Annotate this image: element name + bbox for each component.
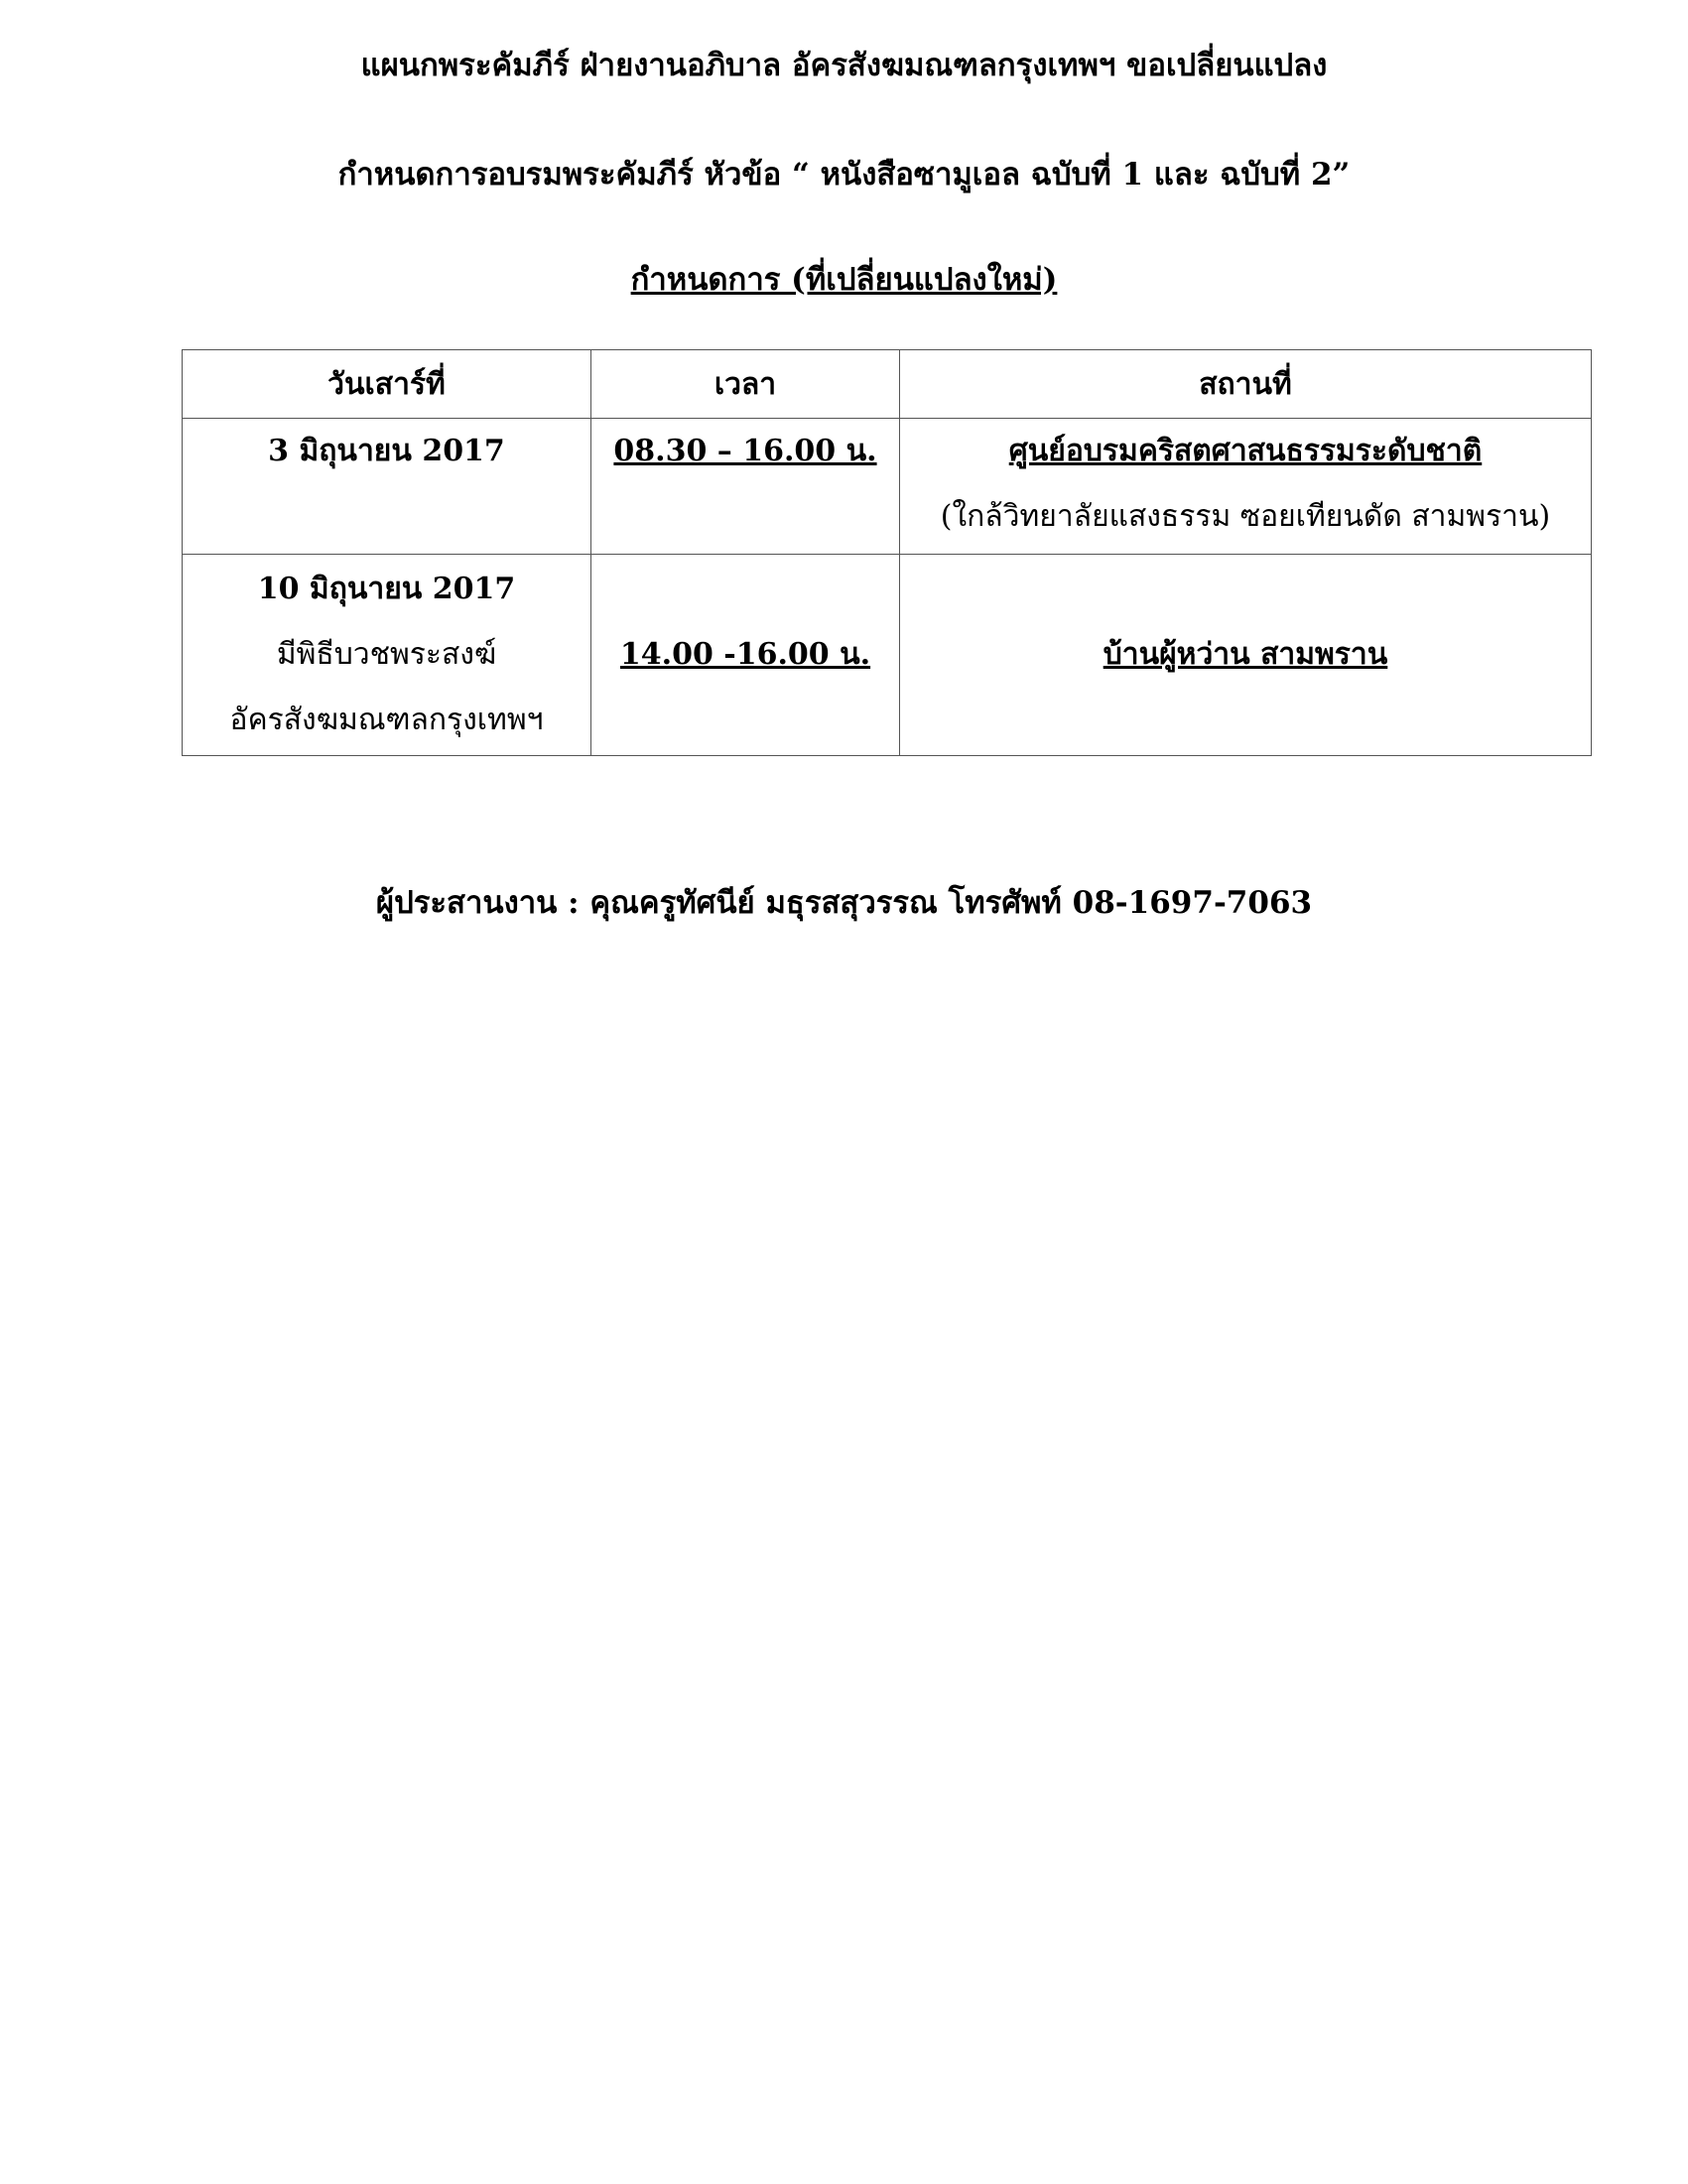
row1-time-cell	[591, 419, 900, 555]
table-row	[183, 555, 1592, 756]
row1-place-note: (ใกล้วิทยาลัยแสงธรรม ซอยเทียนดัด สามพราน)	[940, 499, 1551, 534]
row2-place-cell	[900, 555, 1592, 756]
table-header-row	[183, 350, 1592, 419]
table-row	[183, 419, 1592, 555]
row2-time-cell	[591, 555, 900, 756]
row1-place: ศูนย์อบรมคริสตศาสนธรรมระดับชาติ	[1008, 434, 1483, 468]
row2-date-note-2: อัครสังฆมณฑลกรุงเทพฯ	[229, 703, 544, 737]
row1-date: 3 มิถุนายน 2017	[268, 434, 505, 468]
schedule-heading: กำหนดการ (ที่เปลี่ยนแปลงใหม่)	[630, 262, 1058, 298]
row2-date: 10 มิถุนายน 2017	[257, 572, 516, 606]
row1-place-cell	[900, 419, 1592, 555]
header-date: วันเสาร์ที่	[183, 350, 591, 419]
row1-time: 08.30 – 16.00 น.	[613, 434, 877, 468]
announcement-line-1: แผนกพระคัมภีร์ ฝ่ายงานอภิบาล อัครสังฆมณฑลกรุงเทพฯ ขอเปลี่ยนแปลง	[360, 48, 1328, 83]
announcement-line-2: กำหนดการอบรมพระคัมภีร์ หัวข้อ “ หนังสือซามูเอล ฉบับที่ 1 และ ฉบับที่ 2”	[337, 157, 1351, 193]
row2-place: บ้านผู้หว่าน สามพราน	[1103, 637, 1388, 672]
coordinator-contact: ผู้ประสานงาน : คุณครูทัศนีย์ มธุรสสุวรรณ โทรศัพท์ 08-1697-7063	[375, 885, 1313, 921]
row2-time: 14.00 -16.00 น.	[619, 637, 871, 672]
row2-date-cell	[183, 555, 591, 756]
header-place: สถานที่	[900, 350, 1592, 419]
schedule-table	[182, 349, 1592, 756]
row1-date-cell	[183, 419, 591, 555]
row2-date-note-1: มีพิธีบวชพระสงฆ์	[276, 637, 497, 672]
header-time: เวลา	[591, 350, 900, 419]
